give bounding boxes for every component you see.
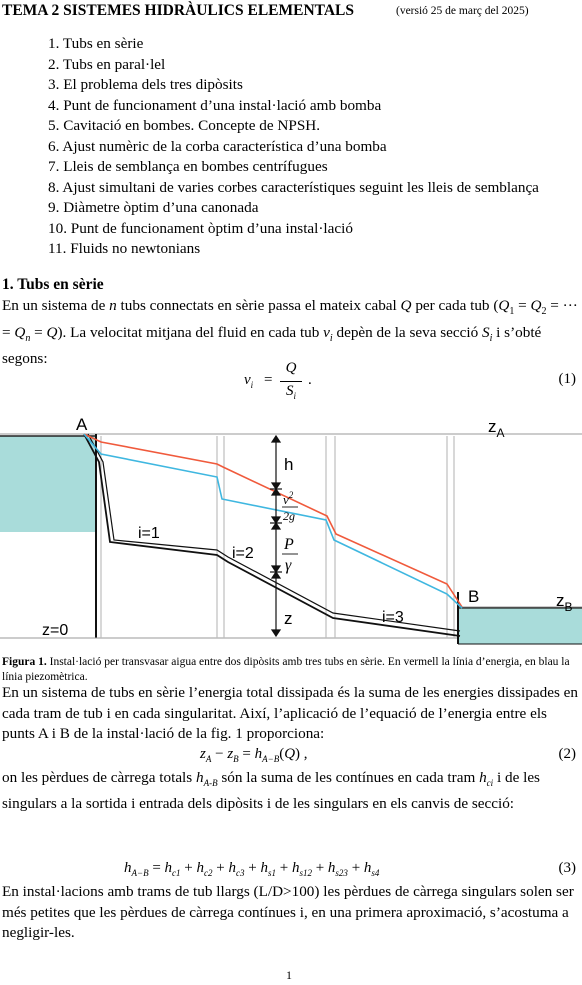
label-a: A xyxy=(76,415,88,434)
page-number: 1 xyxy=(286,968,292,982)
version-note: (versió 25 de març del 2025) xyxy=(396,5,529,17)
figure-1-diagram xyxy=(0,412,582,648)
toc-item: 11. Fluids no newtonians xyxy=(48,240,201,257)
label-b: B xyxy=(468,587,480,606)
paragraph-3: on les pèrdues de càrrega totals $h_{A-B}$ són la suma de les contínues en cada tram $h_{ci}$ i de les singulars a la sortida i entrada dels dipòsits i de les singulars en els canvis de secció: xyxy=(2,769,540,812)
label-h: h xyxy=(284,455,294,474)
reservoir-b xyxy=(458,608,582,644)
toc-item: 6. Ajust numèric de la corba característica d’una bomba xyxy=(48,137,387,155)
label-zb: $z_B$ xyxy=(556,591,573,614)
label-v2: $v^2$ xyxy=(283,490,294,507)
piezometric-line xyxy=(84,434,462,608)
toc-item: 8. Ajust simultani de varies corbes característiques seguint les lleis de semblança xyxy=(48,178,539,196)
equation-3: $h_{A-B} = h_{c1} + h_{c2} + h_{c3} + h_{s1} + h_{s12} + h_{s23} + h_{s4}$ xyxy=(124,860,380,878)
label-i3: i=3 xyxy=(382,609,404,626)
label-gamma: γ xyxy=(285,557,292,574)
reservoir-a xyxy=(0,436,96,532)
paragraph-4: En instal·lacions amb trams de tub llargs (L/D>100) les pèrdues de càrrega singulars solen ser més petites que les pèrdues de càrrega contínues i, en una primera aproximació, s’acostuma a negligir-les. xyxy=(2,883,574,941)
toc-item: 9. Diàmetre òptim d’una canonada xyxy=(48,199,259,216)
label-i1: i=1 xyxy=(138,525,160,542)
label-z0: z=0 xyxy=(42,622,69,639)
toc-item: 3. El problema dels tres dipòsits xyxy=(48,76,243,93)
label-z: z xyxy=(284,609,293,628)
label-2g: 2g xyxy=(283,509,295,523)
toc-item: 10. Punt de funcionament òptim d’una instal·lació xyxy=(48,219,353,237)
equation-3-number: (3) xyxy=(558,860,576,876)
label-za: $z_A$ xyxy=(488,417,505,440)
section-heading: 1. Tubs en sèrie xyxy=(2,276,104,293)
figure-caption: Figura 1. Instal·lació per transvasar aigua entre dos dipòsits amb tres tubs en sèrie. En vermell la línia d’energia, en blau la línia piezomètrica. xyxy=(2,656,570,683)
equation-2: $z_A - z_B = h_{A-B}(Q)$ , xyxy=(200,746,308,764)
equation-2-number: (2) xyxy=(558,746,576,762)
page-title: TEMA 2 SISTEMES HIDRÀULICS ELEMENTALS xyxy=(2,2,354,19)
label-p: P xyxy=(284,536,294,553)
paragraph-1: En un sistema de n tubs connectats en sèrie passa el mateix cabal Q per cada tub ($Q_1 = Q_2$ = ··· = $Q_n = Q$). La velocitat mitjana del fluid en cada tub $v_i$ depèn de la seva secció $S_i$ i s’obté segons: xyxy=(2,297,578,368)
toc-item: 4. Punt de funcionament d’una instal·lació amb bomba xyxy=(48,96,382,114)
toc-item: 5. Cavitació en bombes. Concepte de NPSH. xyxy=(48,117,321,134)
label-i2: i=2 xyxy=(232,545,254,562)
toc-item: 1. Tubs en sèrie xyxy=(48,35,144,52)
table-of-contents xyxy=(48,34,539,260)
toc-item: 7. Lleis de semblança en bombes centrífugues xyxy=(48,158,328,175)
paragraph-2: En un sistema de tubs en sèrie l’energia total dissipada és la suma de les energies dissipades en cada tram de tub i en cada singularitat. Així, l’aplicació de l’equació de l’energia entre els punts A i B de la instal·lació de la fig. 1 proporciona: xyxy=(2,684,578,742)
equation-1-number: (1) xyxy=(558,371,576,387)
toc-item: 2. Tubs en paral·lel xyxy=(48,55,166,73)
